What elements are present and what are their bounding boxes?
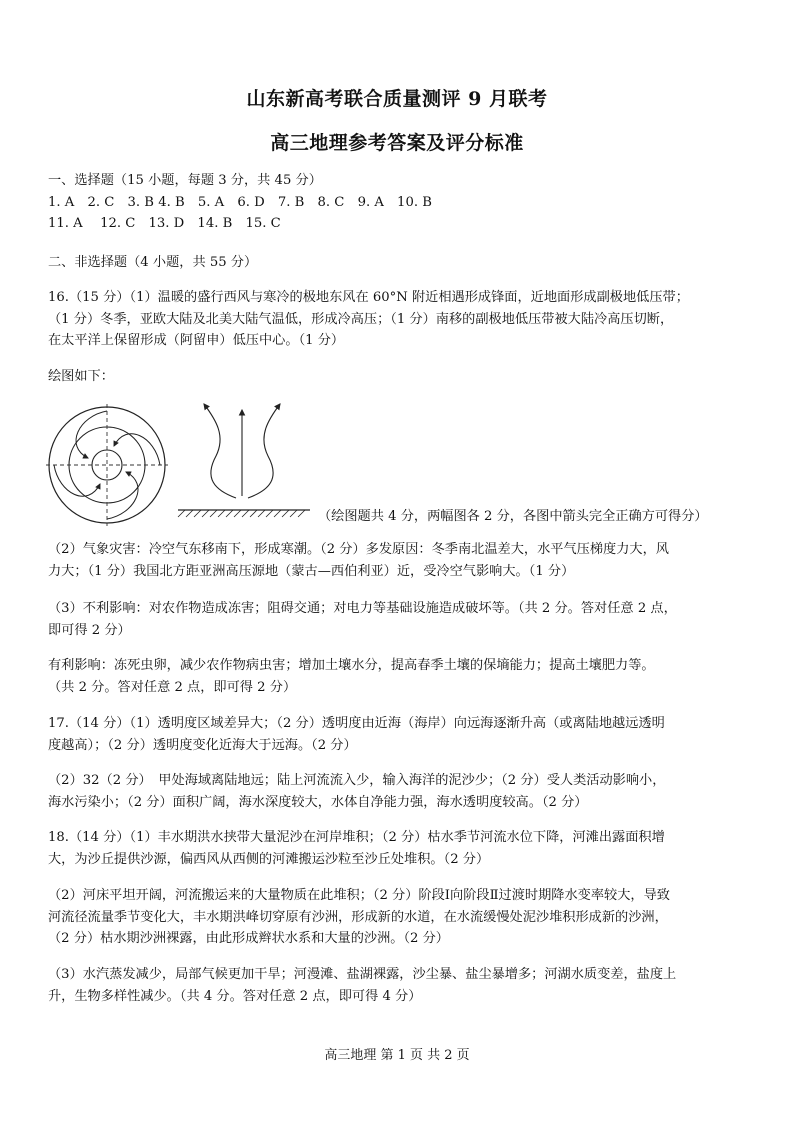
pressure-circle-diagram: [46, 404, 168, 526]
q16-p1-line2: （1 分）冬季，亚欧大陆及北美大陆气温低，形成冷高压；（1 分）南移的副极地低压带被大陆冷高压切断，: [48, 311, 674, 327]
q16-part4: [48, 655, 754, 698]
section1: [48, 170, 754, 235]
q18-part2: [48, 885, 754, 950]
q16-p3-line1: （3）不利影响：对农作物造成冻害；阻碍交通；对电力等基础设施造成破坏等。（共 2 分。答对任意 2 点，: [48, 601, 677, 616]
section2-heading: 二、非选择题（4 小题，共 55 分）: [48, 255, 258, 270]
q16-part1: [48, 287, 754, 352]
q18-p2-line3: （2 分）枯水期沙洲裸露，由此形成辫状水系和大量的沙洲。（2 分）: [48, 931, 449, 946]
q18-p2-line1: （2）河床平坦开阔，河流搬运来的大量物质在此堆积；（2 分）阶段Ⅰ向阶段Ⅱ过渡时期降水变率较大，导致: [48, 888, 670, 903]
ground-hatching: [178, 510, 305, 517]
right-curve-arrow: [248, 404, 280, 498]
q18-p2-line2: 河流径流量季节变化大，丰水期洪峰切穿原有沙洲，形成新的水道，在水流缓慢处泥沙堆积形成新的沙洲，: [48, 909, 668, 925]
q17-p1-line1: 17.（14 分）（1）透明度区域差异大；（2 分）透明度由近海（海岸）向远海逐渐升高（或离陆地越远透明: [48, 716, 665, 731]
vertical-airflow-diagram: [174, 398, 314, 522]
q16-p4-line2: （共 2 分。答对任意 2 点，即可得 2 分）: [48, 679, 297, 695]
q18-p3-line1: （3）水汽蒸发减少，局部气候更加干旱；河漫滩、盐湖裸露，沙尘暴、盐尘暴增多；河湖水质变差，盐度上: [48, 967, 677, 982]
q17-p2-line2: 海水污染小；（2 分）面积广阔，海水深度较大，水体自净能力强，海水透明度较高。（2 分）: [48, 794, 588, 810]
section1-heading: 一、选择题（15 小题，每题 3 分，共 45 分）: [48, 173, 322, 188]
draw-label: 绘图如下：: [48, 369, 114, 384]
q17-p1-line2: 度越高）；（2 分）透明度变化近海大于远海。（2 分）: [48, 737, 357, 753]
q18-p3-line2: 升，生物多样性减少。（共 4 分。答对任意 2 点，即可得 4 分）: [48, 988, 422, 1004]
q17-part2: [48, 770, 754, 813]
q16-p4-line1: 有利影响：冻死虫卵，减少农作物病虫害；增加土壤水分，提高春季土壤的保墒能力；提高土壤肥力等。: [48, 658, 655, 673]
answers-row-2: 11. A 12. C 13. D 14. B 15. C: [48, 216, 281, 231]
q16-part2: [48, 539, 754, 582]
answers-row-1: 1. A 2. C 3. B 4. B 5. A 6. D 7. B 8. C 9. A 10. B: [48, 194, 432, 210]
page-title: 山东新高考联合质量测评 9 月联考: [246, 88, 548, 110]
q16-p1-line1: 16.（15 分）（1）温暖的盛行西风与寒冷的极地东风在 60°N 附近相遇形成锋面，近地面形成副极地低压带；: [48, 290, 689, 305]
figure-caption: （绘图题共 4 分，两幅图各 2 分，各图中箭头完全正确方可得分）: [318, 509, 708, 524]
q18-p1-line2: 大，为沙丘提供沙源，偏西风从西侧的河滩搬运沙粒至沙丘处堆积。（2 分）: [48, 851, 490, 867]
q16-p2-line1: （2）气象灾害：冷空气东移南下，形成寒潮。（2 分）多发原因：冬季南北温差大，水平气压梯度力大，风: [48, 542, 669, 557]
left-curve-arrow: [204, 404, 236, 498]
q18-p1-line1: 18.（14 分）（1）丰水期洪水挟带大量泥沙在河岸堆积；（2 分）枯水季节河流水位下降，河滩出露面积增: [48, 830, 665, 845]
q16-p2-line2: 力大；（1 分）我国北方距亚洲高压源地（蒙古—西伯利亚）近，受冷空气影响大。（1 分）: [48, 563, 575, 579]
q18-part3: [48, 964, 754, 1007]
q16-p1-line3: 在太平洋上保留形成（阿留申）低压中心。（1 分）: [48, 333, 345, 348]
q16-p3-line2: 即可得 2 分）: [48, 622, 131, 638]
page-footer: 高三地理 第 1 页 共 2 页: [324, 1048, 470, 1063]
q16-part3: [48, 598, 754, 641]
q17-part1: [48, 713, 754, 756]
q17-p2-line1: （2）32（2 分） 甲处海域离陆地远；陆上河流流入少，输入海洋的泥沙少；（2 分）受人类活动影响小，: [48, 773, 666, 788]
q18-part1: [48, 827, 754, 870]
page-subtitle: 高三地理参考答案及评分标准: [270, 132, 524, 154]
